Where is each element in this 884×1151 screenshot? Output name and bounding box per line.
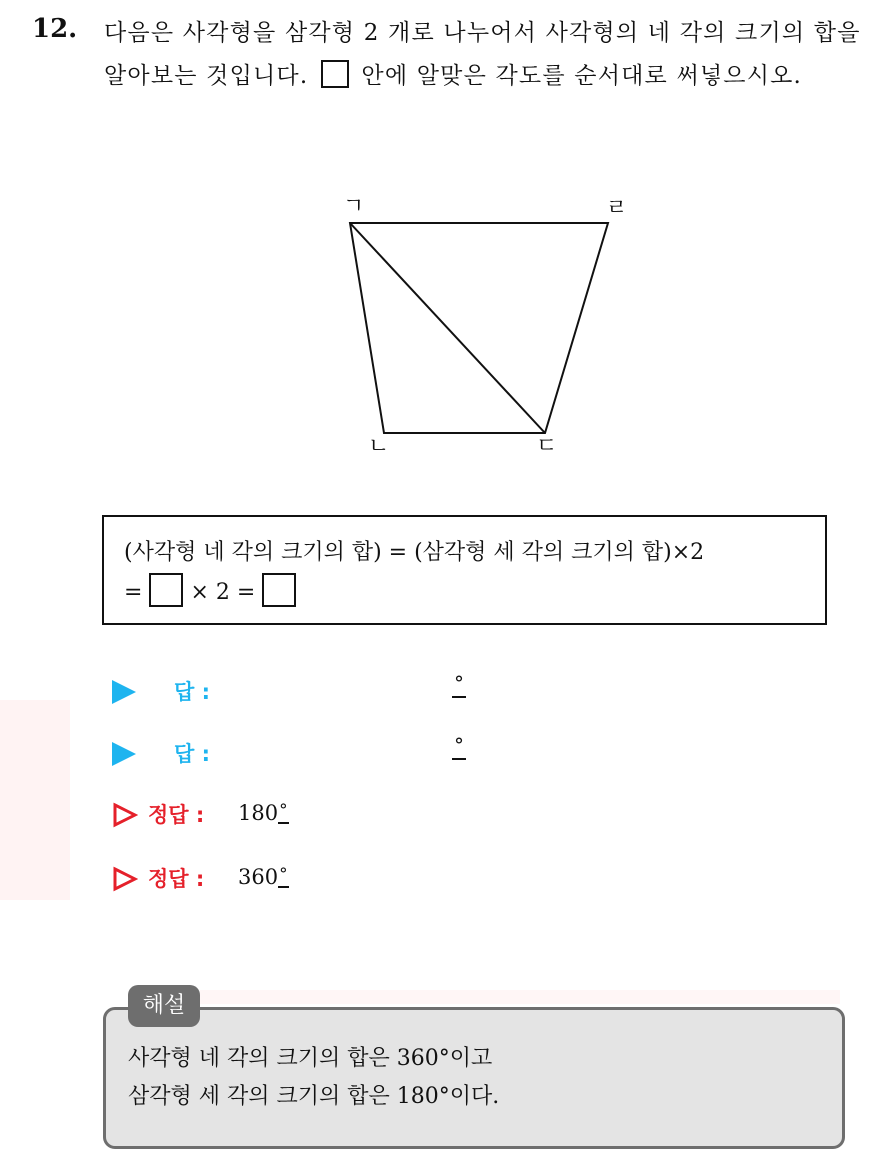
equation-box xyxy=(102,515,827,625)
equation-line2 xyxy=(124,573,825,613)
answer-blank[interactable]: ° xyxy=(452,670,466,698)
quadrilateral-figure xyxy=(330,185,640,459)
explanation-tab: 해설 xyxy=(128,985,200,1027)
vertex-label-top-left: ㄱ xyxy=(343,194,365,219)
outline-triangle-icon xyxy=(112,802,138,828)
play-triangle-icon xyxy=(112,742,136,766)
vertex-label-top-right: ㄹ xyxy=(606,196,628,221)
outline-triangle-icon xyxy=(112,866,138,892)
answer-blank[interactable]: ° xyxy=(452,732,466,760)
answer-label: 답 : xyxy=(174,742,210,766)
question-text-part1: 다음은 사각형을 삼각형 2 개로 나누어서 사각형의 네 각의 크기의 합을 알아보는 것입니다. xyxy=(104,20,861,89)
vertex-label-bottom-left: ㄴ xyxy=(368,434,390,459)
correct-answer-value xyxy=(238,800,289,825)
equation-line1: (사각형 네 각의 크기의 합) = (삼각형 세 각의 크기의 합)×2 xyxy=(124,540,705,565)
quadrilateral-diagram xyxy=(330,185,640,455)
play-triangle-icon xyxy=(112,680,136,704)
explanation-text xyxy=(128,1040,499,1116)
vertex-label-bottom-right: ㄷ xyxy=(536,434,558,459)
explanation-line2: 삼각형 세 각의 크기의 합은 180°이다. xyxy=(128,1084,500,1109)
blank-box-icon xyxy=(262,573,296,607)
correct-answer-label: 정답 : xyxy=(148,803,205,827)
question-text-part2: 안에 알맞은 각도를 순서대로 써넣으시오. xyxy=(361,63,803,89)
answer-label: 답 : xyxy=(174,680,210,704)
background-tint xyxy=(0,700,70,900)
question-number: 12. xyxy=(32,14,78,44)
correct-answer-label: 정답 : xyxy=(148,867,205,891)
degree-symbol: ° xyxy=(278,800,289,824)
equation-equals: = xyxy=(124,580,143,605)
correct-answer-number: 360 xyxy=(238,865,279,889)
background-tint xyxy=(200,990,840,1004)
blank-box-icon xyxy=(149,573,183,607)
blank-box-icon xyxy=(321,60,349,88)
equation-times: × 2 = xyxy=(190,580,256,605)
explanation-line1: 사각형 네 각의 크기의 합은 360°이고 xyxy=(128,1046,493,1071)
question-text xyxy=(104,12,864,98)
degree-symbol: ° xyxy=(278,864,289,888)
correct-answer-number: 180 xyxy=(238,801,279,825)
quadrilateral-outline xyxy=(350,223,608,433)
correct-answer-value xyxy=(238,864,289,889)
